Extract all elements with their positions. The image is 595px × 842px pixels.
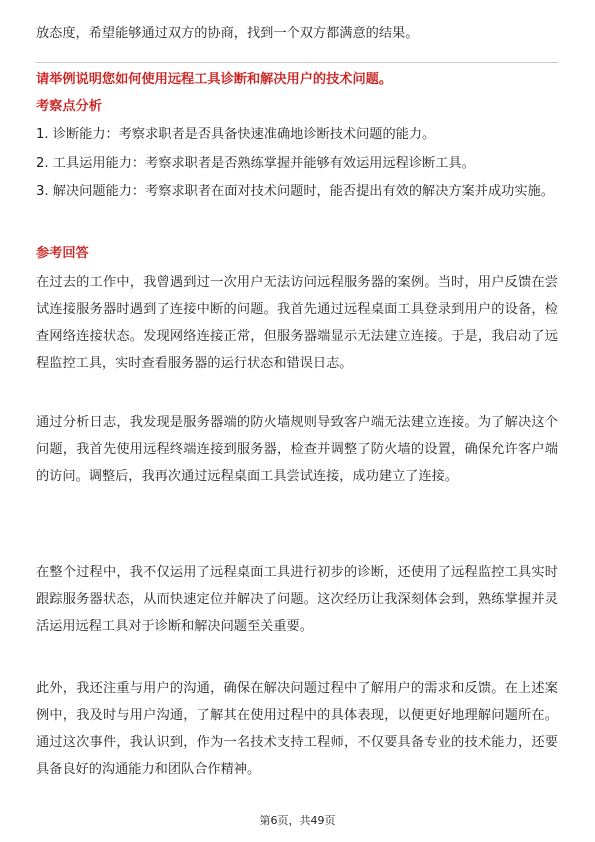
analysis-item-2: 2. 工具运用能力：考察求职者是否熟练掌握并能够有效运用远程诊断工具。	[36, 156, 475, 171]
analysis-item-3: 3. 解决问题能力：考察求职者在面对技术问题时，能否提出有效的解决方案并成功实施。	[36, 184, 554, 199]
answer-paragraph-2: 通过分析日志，我发现是服务器端的防火墙规则导致客户端无法建立连接。为了解决这个问题，我首先使用远程终端连接到服务器，检查并调整了防火墙的设置，确保允许客户端的访问。调整后，我再次通过远程桌面工具尝试连接，成功建立了连接。	[36, 415, 558, 484]
intro-tail-text: 放态度，希望能够通过双方的协商，找到一个双方都满意的结果。	[36, 26, 419, 41]
section-divider-top	[36, 62, 558, 63]
answer-paragraph-4: 此外，我还注重与用户的沟通，确保在解决问题过程中了解用户的需求和反馈。在上述案例中，我及时与用户沟通，了解其在使用过程中的具体表现，以便更好地理解问题所在。通过这次事件，我认识到，作为一名技术支持工程师，不仅要具备专业的技术能力，还要具备良好的沟通能力和团队合作精神。	[36, 681, 558, 777]
page-number: 第6页，共49页	[259, 814, 336, 827]
analysis-heading: 考察点分析	[36, 99, 102, 114]
answer-heading: 参考回答	[36, 246, 89, 261]
answer-paragraph-1: 在过去的工作中，我曾遇到过一次用户无法访问远程服务器的案例。当时，用户反馈在尝试连接服务器时遇到了连接中断的问题。我首先通过远程桌面工具登录到用户的设备，检查网络连接状态。发现网络连接正常，但服务器端显示无法建立连接。于是，我启动了远程监控工具，实时查看服务器的运行状态和错误日志。	[36, 275, 558, 371]
answer-paragraph-3: 在整个过程中，我不仅运用了远程桌面工具进行初步的诊断，还使用了远程监控工具实时跟踪服务器状态，从而快速定位并解决了问题。这次经历让我深刻体会到，熟练掌握并灵活运用远程工具对于诊断和解决问题至关重要。	[36, 565, 558, 634]
question-title: 请举例说明您如何使用远程工具诊断和解决用户的技术问题。	[36, 72, 393, 87]
analysis-item-1: 1. 诊断能力：考察求职者是否具备快速准确地诊断技术问题的能力。	[36, 127, 436, 142]
